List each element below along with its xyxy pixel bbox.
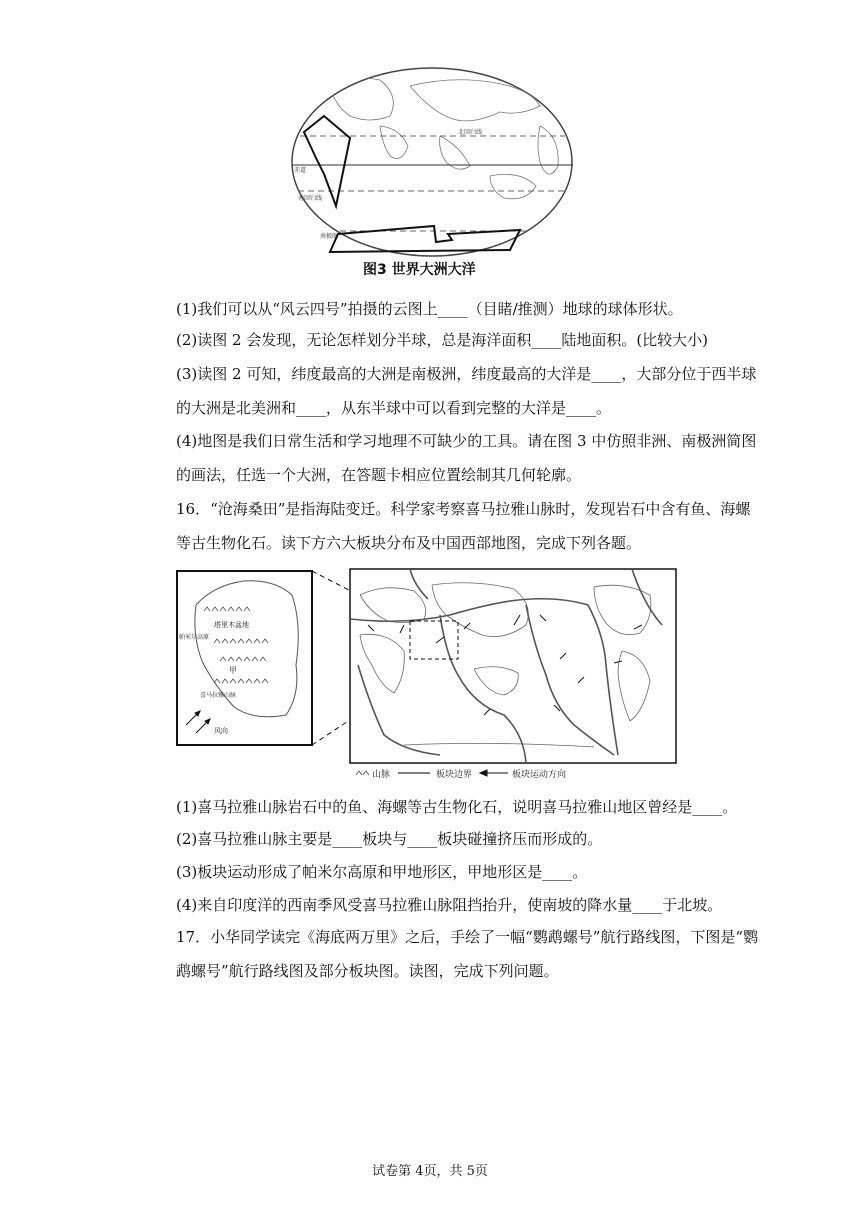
q15-part1: (1)我们可以从“风云四号”拍摄的云图上____（目睹/推测）地球的球体形状。 — [176, 300, 683, 318]
label-tropic-cancer: 北回归线 — [458, 129, 483, 136]
legend-mountain: 山脉 — [372, 770, 391, 780]
q15-part2: (2)读图 2 会发现，无论怎样划分半球，总是海洋面积____陆地面积。(比较大小) — [176, 331, 709, 349]
legend-direction: 板块运动方向 — [512, 770, 567, 780]
q17-stem: 17．小华同学读完《海底两万里》之后，手绘了一幅“鹦鹉螺号”航行路线图，下图是“鹦 — [176, 928, 759, 946]
q15-part3: (3)读图 2 可知，纬度最高的大洲是南极洲，纬度最高的大洋是____，大部分位于西半球 — [176, 365, 757, 383]
inset-label-pamir: 帕米尔高原 — [179, 634, 210, 641]
legend-mountain-icon — [356, 771, 369, 775]
world-map-figure3 — [290, 66, 575, 258]
q15-part4-cont: 的画法，任选一个大洲，在答题卡相应位置绘制其几何轮廓。 — [176, 466, 582, 484]
q17-stem-cont: 鹉螺号”航行路线图及部分板块图。读图，完成下列问题。 — [176, 962, 559, 980]
plate-map-frame — [350, 569, 676, 763]
label-antarctic: 南极圈 — [320, 233, 339, 240]
q15-part4: (4)地图是我们日常生活和学习地理不可缺少的工具。请在图 3 中仿照非洲、南极洲简图 — [176, 432, 757, 450]
q16-part1: (1)喜马拉雅山脉岩石中的鱼、海螺等古生物化石，说明喜马拉雅山地区曾经是____。 — [176, 798, 738, 816]
q15-part3-cont: 的大洲是北美洲和____，从东半球中可以看到完整的大洋是____。 — [176, 399, 612, 417]
figure3-caption: 图3 世界大洲大洋 — [363, 262, 476, 278]
page-footer: 试卷第 4页，共 5页 — [372, 1164, 488, 1179]
inset-label-tarim: 塔里木盆地 — [214, 621, 249, 629]
q16-part2: (2)喜马拉雅山脉主要是____板块与____板块碰撞挤压而形成的。 — [176, 830, 603, 848]
inset-label-wind: 风向 — [214, 727, 228, 735]
q16-part3: (3)板块运动形成了帕米尔高原和甲地形区，甲地形区是____。 — [176, 863, 588, 881]
legend-boundary: 板块边界 — [436, 770, 473, 780]
q16-stem-cont: 等古生物化石。读下方六大板块分布及中国西部地图，完成下列各题。 — [176, 534, 642, 552]
label-tropic-capricorn: 南回归线 — [298, 195, 323, 202]
inset-label-jia: 甲 — [229, 666, 237, 675]
q16-stem: 16．“沧海桑田”是指海陆变迁。科学家考察喜马拉雅山脉时，发现岩石中含有鱼、海螺 — [176, 500, 751, 518]
legend-direction-icon — [480, 770, 508, 776]
label-equator: 赤道 — [294, 167, 307, 174]
plate-map-figure — [174, 565, 680, 783]
west-china-inset-frame — [177, 571, 312, 745]
inset-label-himalaya: 喜马拉雅山脉 — [200, 692, 237, 699]
q16-part4: (4)来自印度洋的西南季风受喜马拉雅山脉阻挡抬升，使南坡的降水量____于北坡。 — [176, 896, 723, 914]
